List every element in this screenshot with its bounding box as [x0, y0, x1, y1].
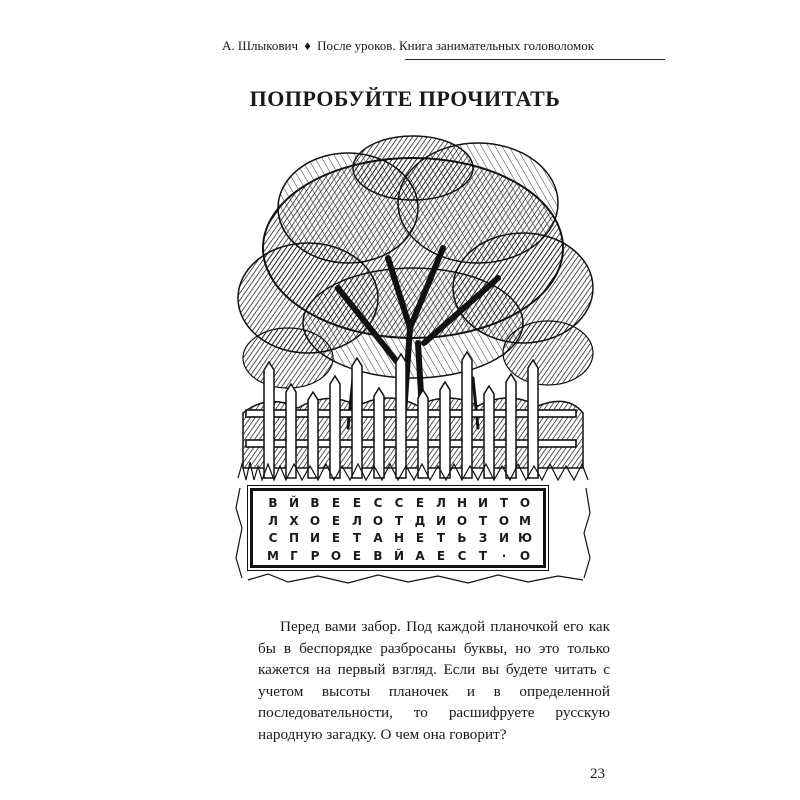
header-book-title: После уроков. Книга занимательных головоломок [317, 38, 595, 53]
letter-cell: Т [499, 496, 509, 510]
letter-cell: О [519, 548, 531, 563]
page-number: 23 [590, 766, 605, 782]
letter-cell: О [498, 513, 510, 528]
letter-cell: Е [331, 513, 341, 528]
letter-row [265, 548, 533, 566]
letter-cell: И [477, 496, 489, 510]
letter-row [265, 513, 533, 531]
letter-cell: С [268, 531, 278, 545]
letter-cell: С [457, 548, 467, 563]
letter-cell: О [309, 513, 321, 528]
letter-cell: И [498, 531, 510, 545]
puzzle-description [258, 616, 610, 746]
letter-cell: Е [331, 531, 341, 545]
letter-cell: И [435, 513, 447, 528]
letter-cell: П [288, 531, 300, 545]
letter-cell: М [519, 513, 531, 528]
letter-cell: Т [478, 548, 488, 563]
letter-cell: Р [310, 548, 320, 563]
letter-cell: Л [352, 513, 362, 528]
letter-cell: Т [478, 513, 488, 528]
letter-cell: Н [456, 496, 468, 510]
letter-cell: Е [415, 531, 425, 545]
letter-cell: В [373, 548, 383, 563]
letter-row [265, 530, 533, 548]
letter-cell: И [309, 531, 321, 545]
letter-cell: С [373, 496, 383, 510]
letter-cell: Е [415, 496, 425, 510]
page-title: ПОПРОБУЙТЕ ПРОЧИТАТЬ [249, 86, 561, 111]
letter-cell: В [268, 496, 278, 510]
letter-cell: · [501, 548, 507, 563]
letter-cell: Ю [517, 531, 533, 545]
letter-cell: С [394, 496, 404, 510]
letter-cell: Т [394, 513, 404, 528]
letter-cell: Л [268, 513, 278, 528]
letter-cell: Л [436, 496, 446, 510]
letter-cell: Й [393, 548, 405, 563]
letter-cell: О [456, 513, 468, 528]
header-author: А. Шлыкович [222, 38, 299, 53]
letter-row [265, 495, 533, 513]
letter-cell: Д [414, 513, 426, 528]
letter-cell: О [519, 496, 531, 510]
header-separator: ♦ [304, 38, 311, 53]
letter-cell: М [267, 548, 279, 563]
letter-cell: Н [393, 531, 405, 545]
letter-cell: Й [288, 496, 300, 510]
letter-cell: Е [331, 496, 341, 510]
letter-cell: Х [289, 513, 299, 528]
letter-cell: О [330, 548, 342, 563]
letter-cell: Т [436, 531, 446, 545]
letter-cell: А [373, 531, 383, 545]
letter-cell: Е [352, 496, 362, 510]
letter-cell: Е [352, 548, 362, 563]
letter-cell: Е [436, 548, 446, 563]
letter-cell: А [415, 548, 425, 563]
running-header [222, 38, 664, 54]
letter-cell: Т [352, 531, 362, 545]
letter-cell: В [310, 496, 320, 510]
letter-cell: О [372, 513, 384, 528]
letter-cell: Г [290, 548, 298, 563]
letter-cell: Ь [457, 531, 467, 545]
letter-board [250, 488, 546, 568]
letter-cell: З [478, 531, 488, 545]
header-rule [405, 59, 665, 60]
body-paragraph: Перед вами забор. Под каждой планочкой его как бы в беспорядке разбросаны буквы, но это только кажется на первый взгляд. Если вы будете читать с учетом высоты планочек и в определенной последовательности, то расшифруете русскую народную загадку. О чем она говорит? [258, 618, 610, 743]
